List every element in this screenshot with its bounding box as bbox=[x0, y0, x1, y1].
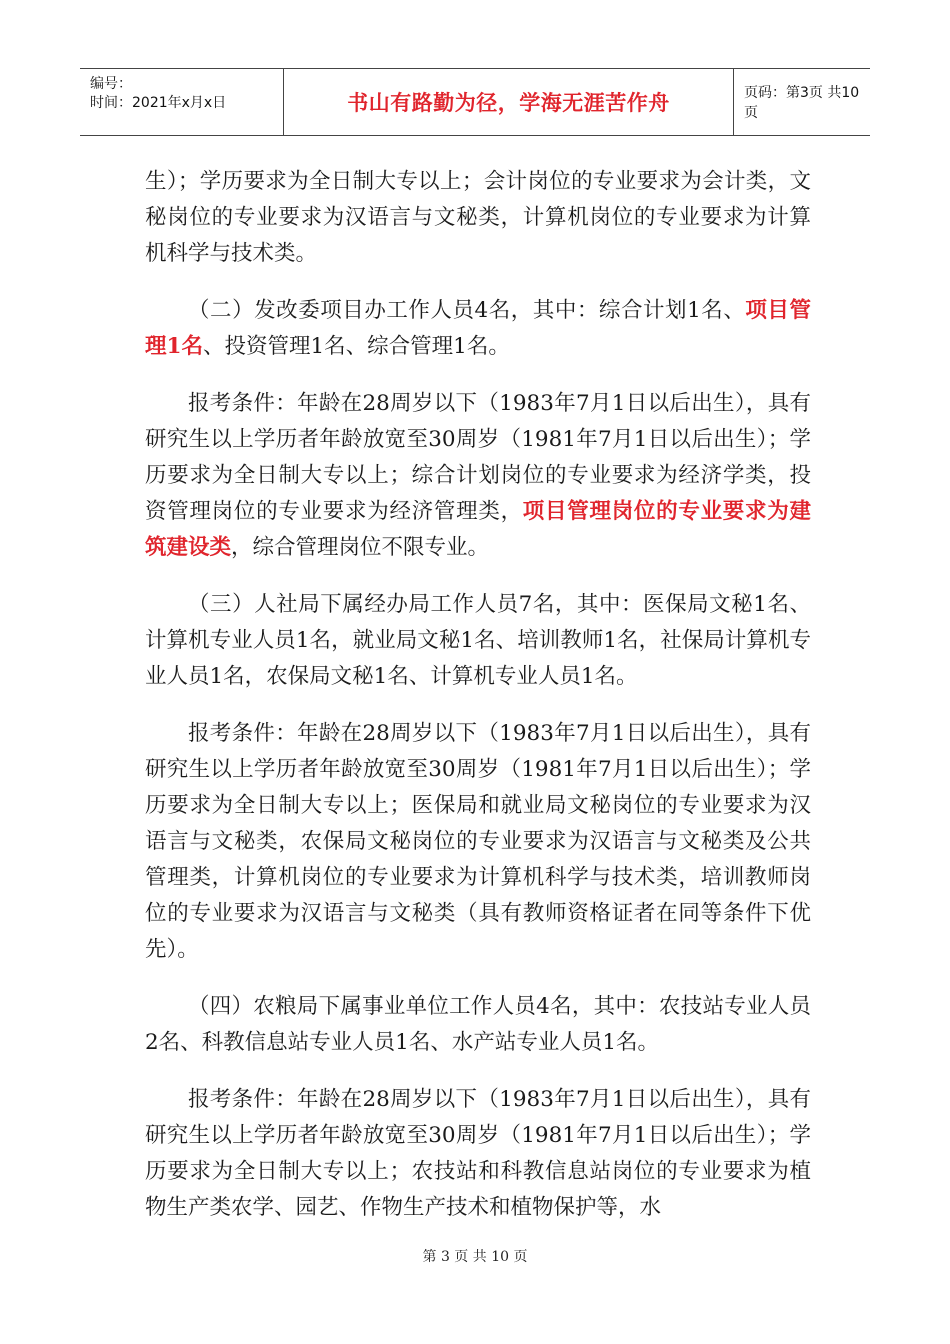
text-segment: 报考条件：年龄在28周岁以下（1983年7月1日以后出生），具有研究生以上学历者年龄放宽至30周岁（1981年7月1日以后出生）；学历要求为全日制大专以上；综合计划岗位的专业要求为经济学类，投资管理岗位的专业要求为经济管理类， bbox=[145, 391, 811, 524]
paragraph bbox=[145, 716, 811, 968]
highlighted-text: 项目管理1名 bbox=[145, 298, 811, 359]
document-body bbox=[145, 164, 811, 1247]
text-segment: 报考条件：年龄在28周岁以下（1983年7月1日以后出生），具有研究生以上学历者年龄放宽至30周岁（1981年7月1日以后出生）；学历要求为全日制大专以上；医保局和就业局文秘岗位的专业要求为汉语言与文秘类，农保局文秘岗位的专业要求为汉语言与文秘类及公共管理类，计算机岗位的专业要求为计算机科学与技术类，培训教师岗位的专业要求为汉语言与文秘类（具有教师资格证者在同等条件下优先）。 bbox=[145, 721, 811, 962]
paragraph bbox=[145, 989, 811, 1061]
page-header bbox=[80, 68, 870, 136]
paragraph bbox=[145, 1082, 811, 1226]
text-segment: （四）农粮局下属事业单位工作人员4名，其中：农技站专业人员2名、科教信息站专业人员1名、水产站专业人员1名。 bbox=[145, 994, 811, 1055]
serial-number-label: 编号： bbox=[90, 76, 132, 92]
text-segment: ，综合管理岗位不限专业。 bbox=[231, 535, 490, 560]
page-info: 页码：第3页 共10页 bbox=[744, 85, 860, 121]
page-footer: 第 3 页 共 10 页 bbox=[422, 1249, 528, 1265]
date-label: 时间：2021年x月x日 bbox=[90, 95, 227, 111]
text-segment: 、投资管理1名、综合管理1名。 bbox=[202, 334, 510, 359]
paragraph bbox=[145, 164, 811, 272]
header-page-cell bbox=[734, 69, 870, 135]
header-motto-cell bbox=[283, 69, 734, 135]
paragraph bbox=[145, 293, 811, 365]
header-meta-cell bbox=[80, 69, 283, 135]
text-segment: （二）发改委项目办工作人员4名，其中：综合计划1名、 bbox=[188, 298, 746, 323]
highlighted-text: 项目管理岗位的专业要求为建筑建设类 bbox=[145, 499, 811, 560]
motto-text: 书山有路勤为径，学海无涯苦作舟 bbox=[347, 91, 670, 115]
paragraph bbox=[145, 587, 811, 695]
text-segment: 报考条件：年龄在28周岁以下（1983年7月1日以后出生），具有研究生以上学历者年龄放宽至30周岁（1981年7月1日以后出生）；学历要求为全日制大专以上；农技站和科教信息站岗位的专业要求为植物生产类农学、园艺、作物生产技术和植物保护等，水 bbox=[145, 1087, 811, 1220]
text-segment: （三）人社局下属经办局工作人员7名，其中：医保局文秘1名、计算机专业人员1名，就业局文秘1名、培训教师1名，社保局计算机专业人员1名，农保局文秘1名、计算机专业人员1名。 bbox=[145, 592, 811, 689]
paragraph bbox=[145, 386, 811, 566]
text-segment: 生）；学历要求为全日制大专以上；会计岗位的专业要求为会计类，文秘岗位的专业要求为汉语言与文秘类，计算机岗位的专业要求为计算机科学与技术类。 bbox=[145, 169, 811, 266]
